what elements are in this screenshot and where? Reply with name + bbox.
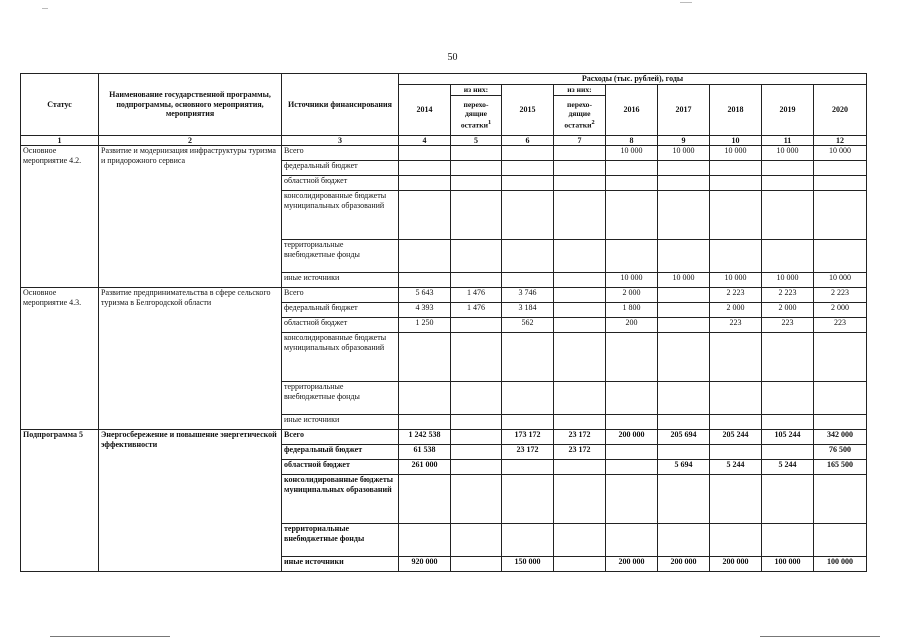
value-cell <box>554 415 606 430</box>
value-cell <box>451 415 502 430</box>
header-carryover-2 <box>554 96 606 136</box>
value-cell <box>814 191 867 240</box>
value-cell <box>399 176 451 191</box>
header-year-2017: 2017 <box>658 85 710 136</box>
header-year-2016: 2016 <box>606 85 658 136</box>
value-cell <box>710 382 762 415</box>
value-cell: 5 643 <box>399 288 451 303</box>
funding-source-cell: федеральный бюджет <box>282 303 399 318</box>
value-cell <box>554 240 606 273</box>
table-row <box>21 288 867 303</box>
value-cell <box>762 524 814 557</box>
value-cell: 562 <box>502 318 554 333</box>
value-cell <box>502 240 554 273</box>
value-cell <box>399 382 451 415</box>
value-cell <box>710 445 762 460</box>
value-cell <box>451 382 502 415</box>
value-cell <box>399 240 451 273</box>
funding-source-cell: областной бюджет <box>282 176 399 191</box>
value-cell <box>451 146 502 161</box>
value-cell: 5 244 <box>762 460 814 475</box>
value-cell: 10 000 <box>814 273 867 288</box>
value-cell <box>814 176 867 191</box>
value-cell <box>399 146 451 161</box>
value-cell: 10 000 <box>606 146 658 161</box>
program-name-cell: Развитие предпринимательства в сфере сельского туризма в Белгородской области <box>99 288 282 430</box>
value-cell <box>399 191 451 240</box>
value-cell <box>554 318 606 333</box>
value-cell <box>658 176 710 191</box>
value-cell <box>658 161 710 176</box>
status-cell: Подпрограмма 5 <box>21 430 99 572</box>
header-year-2019: 2019 <box>762 85 814 136</box>
value-cell <box>554 475 606 524</box>
column-number: 11 <box>762 136 814 146</box>
value-cell: 2 000 <box>606 288 658 303</box>
value-cell: 2 223 <box>762 288 814 303</box>
value-cell <box>658 191 710 240</box>
value-cell <box>710 191 762 240</box>
funding-source-cell: территориальные внебюджетные фонды <box>282 240 399 273</box>
value-cell <box>606 415 658 430</box>
scan-artifact-bottom-right <box>760 636 880 637</box>
value-cell <box>502 161 554 176</box>
value-cell <box>554 176 606 191</box>
value-cell <box>554 460 606 475</box>
funding-source-cell: консолидированные бюджеты муниципальных образований <box>282 475 399 524</box>
value-cell <box>451 524 502 557</box>
value-cell: 200 <box>606 318 658 333</box>
column-number: 6 <box>502 136 554 146</box>
scan-artifact-bottom <box>50 636 170 637</box>
value-cell <box>658 382 710 415</box>
value-cell <box>451 460 502 475</box>
table-row <box>21 146 867 161</box>
value-cell: 100 000 <box>814 557 867 572</box>
header-of-which-2: из них: <box>554 85 606 96</box>
funding-source-cell: иные источники <box>282 557 399 572</box>
value-cell <box>554 333 606 382</box>
value-cell <box>502 460 554 475</box>
value-cell: 165 500 <box>814 460 867 475</box>
value-cell: 10 000 <box>814 146 867 161</box>
value-cell <box>451 557 502 572</box>
value-cell: 150 000 <box>502 557 554 572</box>
value-cell <box>554 382 606 415</box>
value-cell: 200 000 <box>658 557 710 572</box>
value-cell: 1 476 <box>451 288 502 303</box>
value-cell: 920 000 <box>399 557 451 572</box>
value-cell <box>762 475 814 524</box>
program-name-cell: Развитие и модернизация инфраструктуры туризма и придорожного сервиса <box>99 146 282 288</box>
funding-source-cell: федеральный бюджет <box>282 445 399 460</box>
value-cell <box>814 240 867 273</box>
program-name-cell: Энергосбережение и повышение энергетической эффективности <box>99 430 282 572</box>
funding-source-cell: областной бюджет <box>282 318 399 333</box>
value-cell <box>814 415 867 430</box>
value-cell <box>710 176 762 191</box>
value-cell <box>451 191 502 240</box>
value-cell <box>814 524 867 557</box>
value-cell: 4 393 <box>399 303 451 318</box>
value-cell <box>451 333 502 382</box>
header-expenses: Расходы (тыс. рублей), годы <box>399 74 867 85</box>
header-carryover-1 <box>451 96 502 136</box>
value-cell <box>814 333 867 382</box>
funding-source-cell: территориальные внебюджетные фонды <box>282 524 399 557</box>
value-cell <box>502 524 554 557</box>
value-cell: 2 000 <box>762 303 814 318</box>
value-cell <box>451 445 502 460</box>
value-cell <box>606 333 658 382</box>
value-cell: 200 000 <box>710 557 762 572</box>
value-cell <box>710 161 762 176</box>
value-cell <box>606 240 658 273</box>
value-cell: 10 000 <box>762 273 814 288</box>
value-cell <box>762 415 814 430</box>
value-cell <box>606 176 658 191</box>
value-cell <box>502 382 554 415</box>
value-cell: 105 244 <box>762 430 814 445</box>
value-cell <box>451 273 502 288</box>
value-cell: 23 172 <box>554 430 606 445</box>
funding-source-cell: Всего <box>282 288 399 303</box>
value-cell <box>502 176 554 191</box>
value-cell <box>502 333 554 382</box>
value-cell: 100 000 <box>762 557 814 572</box>
value-cell <box>814 161 867 176</box>
value-cell <box>502 146 554 161</box>
value-cell <box>554 303 606 318</box>
value-cell <box>451 240 502 273</box>
carryover-text: перехо-дящие остатки <box>460 99 489 130</box>
value-cell <box>606 191 658 240</box>
value-cell: 261 000 <box>399 460 451 475</box>
table-body <box>21 146 867 572</box>
value-cell: 1 800 <box>606 303 658 318</box>
header-funding-sources: Источники финансирования <box>282 74 399 136</box>
value-cell <box>451 475 502 524</box>
value-cell <box>554 524 606 557</box>
funding-source-cell: консолидированные бюджеты муниципальных образований <box>282 191 399 240</box>
value-cell: 76 500 <box>814 445 867 460</box>
column-number: 9 <box>658 136 710 146</box>
column-number: 12 <box>814 136 867 146</box>
value-cell <box>606 445 658 460</box>
header-year-2014: 2014 <box>399 85 451 136</box>
value-cell: 223 <box>710 318 762 333</box>
value-cell <box>606 382 658 415</box>
value-cell <box>658 415 710 430</box>
value-cell <box>814 382 867 415</box>
value-cell <box>658 240 710 273</box>
value-cell <box>399 273 451 288</box>
scan-artifact-top <box>42 8 48 9</box>
header-year-2018: 2018 <box>710 85 762 136</box>
funding-source-cell: территориальные внебюджетные фонды <box>282 382 399 415</box>
column-number: 7 <box>554 136 606 146</box>
status-cell: Основное мероприятие 4.3. <box>21 288 99 430</box>
value-cell <box>762 191 814 240</box>
value-cell <box>502 273 554 288</box>
value-cell <box>554 191 606 240</box>
column-number: 1 <box>21 136 99 146</box>
value-cell: 173 172 <box>502 430 554 445</box>
funding-source-cell: консолидированные бюджеты муниципальных образований <box>282 333 399 382</box>
value-cell <box>658 288 710 303</box>
value-cell: 342 000 <box>814 430 867 445</box>
column-number: 2 <box>99 136 282 146</box>
header-year-2020: 2020 <box>814 85 867 136</box>
value-cell: 23 172 <box>554 445 606 460</box>
value-cell <box>451 161 502 176</box>
value-cell <box>399 475 451 524</box>
status-cell: Основное мероприятие 4.2. <box>21 146 99 288</box>
value-cell <box>658 445 710 460</box>
value-cell: 10 000 <box>710 146 762 161</box>
value-cell <box>710 240 762 273</box>
value-cell <box>451 430 502 445</box>
column-number: 4 <box>399 136 451 146</box>
value-cell <box>710 475 762 524</box>
header-status: Статус <box>21 74 99 136</box>
value-cell <box>658 524 710 557</box>
footnote-mark: 1 <box>487 118 492 126</box>
value-cell <box>658 318 710 333</box>
value-cell <box>762 161 814 176</box>
column-number: 8 <box>606 136 658 146</box>
value-cell <box>554 273 606 288</box>
value-cell <box>606 161 658 176</box>
value-cell <box>710 415 762 430</box>
value-cell: 10 000 <box>658 273 710 288</box>
value-cell <box>451 318 502 333</box>
value-cell: 2 223 <box>710 288 762 303</box>
value-cell: 3 746 <box>502 288 554 303</box>
value-cell: 1 476 <box>451 303 502 318</box>
value-cell <box>606 475 658 524</box>
value-cell <box>762 240 814 273</box>
column-number: 5 <box>451 136 502 146</box>
value-cell <box>606 524 658 557</box>
value-cell <box>710 333 762 382</box>
value-cell <box>762 445 814 460</box>
value-cell: 23 172 <box>502 445 554 460</box>
table-row <box>21 430 867 445</box>
value-cell: 223 <box>762 318 814 333</box>
value-cell <box>554 146 606 161</box>
page-number: 50 <box>447 52 458 63</box>
column-number: 10 <box>710 136 762 146</box>
value-cell <box>502 415 554 430</box>
value-cell: 10 000 <box>658 146 710 161</box>
value-cell <box>399 333 451 382</box>
value-cell <box>554 161 606 176</box>
value-cell: 200 000 <box>606 430 658 445</box>
carryover-text: перехо-дящие остатки <box>564 99 593 130</box>
value-cell <box>554 557 606 572</box>
value-cell: 3 184 <box>502 303 554 318</box>
value-cell <box>399 161 451 176</box>
value-cell <box>658 333 710 382</box>
funding-source-cell: иные источники <box>282 415 399 430</box>
value-cell <box>554 288 606 303</box>
value-cell <box>658 475 710 524</box>
value-cell: 205 244 <box>710 430 762 445</box>
funding-source-cell: областной бюджет <box>282 460 399 475</box>
funding-source-cell: иные источники <box>282 273 399 288</box>
value-cell: 205 694 <box>658 430 710 445</box>
value-cell: 223 <box>814 318 867 333</box>
value-cell <box>762 382 814 415</box>
value-cell <box>762 333 814 382</box>
value-cell <box>710 524 762 557</box>
value-cell: 5 244 <box>710 460 762 475</box>
funding-source-cell: Всего <box>282 430 399 445</box>
footnote-mark: 2 <box>591 118 595 126</box>
value-cell <box>502 191 554 240</box>
funding-source-cell: федеральный бюджет <box>282 161 399 176</box>
value-cell <box>399 415 451 430</box>
value-cell <box>762 176 814 191</box>
value-cell: 61 538 <box>399 445 451 460</box>
value-cell: 1 250 <box>399 318 451 333</box>
value-cell: 10 000 <box>606 273 658 288</box>
budget-table <box>20 73 867 572</box>
value-cell <box>814 475 867 524</box>
value-cell: 2 223 <box>814 288 867 303</box>
header-of-which-1: из них: <box>451 85 502 96</box>
value-cell: 200 000 <box>606 557 658 572</box>
header-program-name: Наименование государственной программы, подпрограммы, основного мероприятия, мероприятия <box>99 74 282 136</box>
column-numbers-row <box>21 136 867 146</box>
value-cell: 10 000 <box>710 273 762 288</box>
value-cell <box>658 303 710 318</box>
value-cell: 1 242 538 <box>399 430 451 445</box>
value-cell <box>606 460 658 475</box>
funding-source-cell: Всего <box>282 146 399 161</box>
value-cell: 2 000 <box>814 303 867 318</box>
value-cell: 5 694 <box>658 460 710 475</box>
value-cell: 2 000 <box>710 303 762 318</box>
header-year-2015: 2015 <box>502 85 554 136</box>
column-number: 3 <box>282 136 399 146</box>
value-cell: 10 000 <box>762 146 814 161</box>
scan-artifact-top-right <box>680 2 692 3</box>
value-cell <box>399 524 451 557</box>
value-cell <box>502 475 554 524</box>
value-cell <box>451 176 502 191</box>
